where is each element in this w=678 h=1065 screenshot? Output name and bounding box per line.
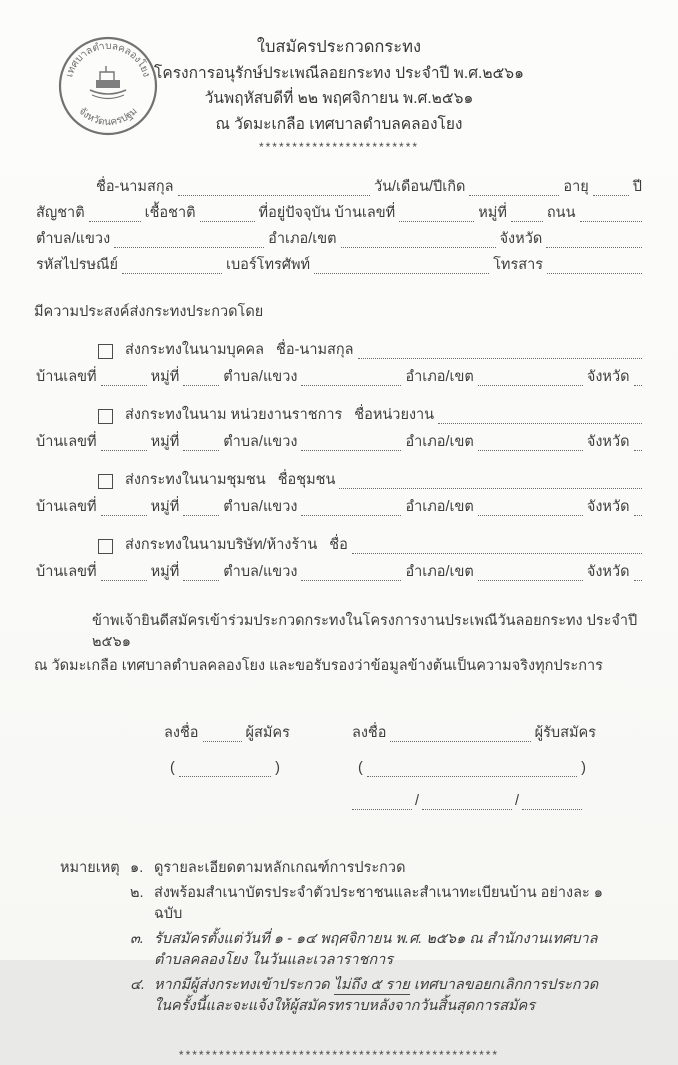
option-government-address-row	[34, 432, 644, 453]
option-government-label: ส่งกระทงในนาม หน่วยงานราชการ	[125, 406, 343, 423]
recipient-role-label: ผู้รับสมัคร	[534, 724, 596, 741]
note-text	[154, 975, 608, 1017]
age-unit-label: ปี	[632, 178, 642, 195]
note-number: ๔.	[130, 977, 146, 994]
note-number: ๑.	[130, 860, 144, 877]
moo-field	[183, 500, 219, 516]
province-label: จังหวัด	[586, 433, 630, 450]
house-label: บ้านเลขที่	[36, 498, 97, 515]
subdistrict-field	[114, 232, 264, 248]
postcode-label: รหัสไปรษณีย์	[36, 256, 118, 273]
district-label: อำเภอ/เขต	[405, 498, 474, 515]
moo-label: หมู่ที่	[150, 498, 180, 515]
declaration	[34, 611, 644, 677]
road-field	[580, 206, 643, 222]
subdistrict-field	[301, 500, 401, 516]
district-field	[341, 232, 496, 248]
paren-open: (	[170, 759, 175, 776]
declaration-line2: ณ วัดมะเกลือ เทศบาลตำบลคลองโยง และขอรับรองว่าข้อมูลข้างต้นเป็นความจริงทุกประการ	[34, 657, 603, 674]
province-field	[634, 500, 642, 516]
note-item-2	[130, 883, 608, 925]
house-field	[101, 565, 147, 581]
note-item-1	[130, 858, 608, 879]
note-item-4	[130, 975, 608, 1017]
option-government-name-label: ชื่อหน่วยงาน	[354, 406, 435, 423]
footer-separator: ************************************************	[178, 1048, 500, 1063]
district-label: อำเภอ/เขต	[405, 563, 474, 580]
note-item-3	[130, 929, 608, 971]
form-title: ใบสมัครประกวดกระทง	[256, 38, 422, 56]
option-government	[34, 405, 644, 426]
event-venue: ณ วัดมะเกลือ เทศบาลตำบลคลองโยง	[215, 115, 463, 133]
subdistrict-row	[34, 229, 644, 250]
moo-field	[183, 565, 219, 581]
notes-heading: หมายเหตุ	[60, 860, 120, 877]
phone-field	[314, 258, 489, 274]
nationality-label: สัญชาติ	[36, 204, 85, 221]
option-company	[34, 535, 644, 556]
option-individual-label: ส่งกระทงในนามบุคคล	[125, 341, 265, 358]
option-community-name-field	[339, 473, 642, 489]
option-company-name-field	[352, 538, 642, 554]
province-label: จังหวัด	[586, 563, 630, 580]
paren-open: (	[357, 759, 363, 776]
applicant-role-label: ผู้สมัคร	[245, 724, 290, 741]
moo-field	[511, 206, 543, 222]
note4-underlined-phrase: ไม่ถึง ๕ ราย	[333, 977, 410, 994]
subdistrict-field	[301, 435, 401, 451]
moo-field	[183, 370, 219, 386]
municipal-seal	[56, 34, 160, 138]
subdistrict-label: ตำบล/แขวง	[223, 433, 298, 450]
road-label: ถนน	[546, 204, 576, 221]
recipient-name-line	[367, 761, 577, 777]
subdistrict-label: ตำบล/แขวง	[223, 563, 298, 580]
district-label: อำเภอ/เขต	[405, 368, 474, 385]
date-slash: /	[414, 793, 419, 809]
moo-label: หมู่ที่	[150, 368, 180, 385]
notes-section	[34, 858, 644, 1021]
district-field	[478, 370, 583, 386]
province-field	[546, 232, 642, 248]
note4-prefix: หากมีผู้ส่งกระทงเข้าประกวด	[154, 977, 334, 994]
moo-label: หมู่ที่	[478, 204, 507, 221]
sign-label: ลงชื่อ	[351, 724, 387, 741]
applicant-signature-line	[203, 726, 242, 742]
applicant-signature-block	[162, 723, 292, 812]
province-label: จังหวัด	[586, 498, 630, 515]
house-label: บ้านเลขที่	[36, 433, 97, 450]
name-label: ชื่อ-นามสกุล	[96, 178, 174, 195]
paren-close: )	[581, 759, 586, 776]
paren-close: )	[275, 759, 280, 776]
checkbox-individual[interactable]	[98, 344, 113, 359]
option-community-label: ส่งกระทงในนามชุมชน	[125, 471, 266, 488]
option-company-label: ส่งกระทงในนามบริษัท/ห้างร้าน	[125, 536, 318, 553]
recipient-signature-block	[350, 723, 598, 812]
moo-label: หมู่ที่	[150, 563, 180, 580]
fax-field	[547, 258, 642, 274]
checkbox-government[interactable]	[98, 409, 113, 424]
intent-heading: มีความประสงค์ส่งกระทงประกวดโดย	[34, 303, 264, 320]
project-subtitle: โครงการอนุรักษ์ประเพณีลอยกระทง ประจำปี พ.ศ.๒๕๖๑	[154, 64, 524, 82]
subdistrict-field	[301, 565, 401, 581]
seal-top-text: เทศบาลตำบลคลองโยง	[64, 40, 152, 79]
ethnicity-label: เชื้อชาติ	[144, 204, 196, 221]
option-individual-name-label: ชื่อ-นามสกุล	[276, 341, 354, 358]
province-label: จังหวัด	[586, 368, 630, 385]
district-field	[478, 500, 583, 516]
ethnicity-field	[200, 206, 255, 222]
option-individual	[34, 340, 644, 361]
checkbox-company[interactable]	[98, 539, 113, 554]
checkbox-community[interactable]	[98, 474, 113, 489]
house-no-field	[399, 206, 474, 222]
province-field	[634, 370, 642, 386]
subdistrict-field	[301, 370, 401, 386]
option-community-address-row	[34, 497, 644, 518]
sign-label: ลงชื่อ	[164, 724, 199, 741]
house-field	[101, 500, 147, 516]
name-dob-row	[34, 177, 644, 198]
header-separator: ************************	[258, 140, 420, 155]
note-number: ๓.	[130, 931, 144, 948]
note-text: รับสมัครตั้งแต่วันที่ ๑ - ๑๔ พฤศจิกายน พ.ศ. ๒๕๖๑ ณ สำนักงานเทศบาลตำบลคลองโยง ในวันและเวลาราชการ	[154, 931, 598, 969]
house-label: บ้านเลขที่	[36, 368, 97, 385]
house-field	[101, 435, 147, 451]
date-year-field	[522, 794, 582, 810]
house-field	[101, 370, 147, 386]
postcode-field	[122, 258, 222, 274]
contact-row	[34, 255, 644, 276]
declaration-line1: ข้าพเจ้ายินดีสมัครเข้าร่วมประกวดกระทงในโครงการงานประเพณีวันลอยกระทง ประจำปี ๒๕๖๑	[92, 612, 638, 650]
note-text: ดูรายละเอียดตามหลักเกณฑ์การประกวด	[154, 860, 406, 877]
nationality-field	[89, 206, 141, 222]
option-government-name-field	[438, 408, 642, 424]
date-day-field	[352, 794, 412, 810]
nationality-address-row	[34, 203, 644, 224]
note4-suffix: เทศบาลขอยกเลิกการประกวดในครั้งนี้และจะแจ้งให้ผู้สมัครทราบหลังจากวันสิ้นสุดการสมัคร	[154, 977, 599, 1015]
phone-label: เบอร์โทรศัพท์	[226, 256, 311, 273]
date-line	[350, 791, 598, 812]
province-field	[634, 565, 642, 581]
province-field	[634, 435, 642, 451]
option-individual-name-field	[358, 343, 642, 359]
fax-label: โทรสาร	[493, 256, 544, 273]
name-field	[178, 180, 370, 196]
district-label: อำเภอ/เขต	[405, 433, 474, 450]
moo-label: หมู่ที่	[150, 433, 180, 450]
current-address-label: ที่อยู่ปัจจุบัน บ้านเลขที่	[258, 204, 396, 221]
note-number: ๒.	[130, 885, 144, 902]
moo-field	[183, 435, 219, 451]
age-field	[593, 180, 629, 196]
subdistrict-label: ตำบล/แขวง	[223, 368, 298, 385]
seal-bottom-text: จังหวัดนครปฐม	[76, 105, 140, 129]
district-field	[478, 435, 583, 451]
district-field	[478, 565, 583, 581]
option-company-address-row	[34, 562, 644, 583]
province-label: จังหวัด	[499, 230, 543, 247]
seal-boat-motif	[90, 66, 126, 99]
option-company-name-label: ชื่อ	[329, 536, 348, 553]
subdistrict-label: ตำบล/แขวง	[223, 498, 298, 515]
house-label: บ้านเลขที่	[36, 563, 97, 580]
recipient-signature-line	[390, 726, 530, 742]
option-individual-address-row	[34, 367, 644, 388]
note-text: ส่งพร้อมสำเนาบัตรประจำตัวประชาชนและสำเนาทะเบียนบ้าน อย่างละ ๑ ฉบับ	[154, 885, 604, 923]
notes-list	[130, 858, 608, 1021]
date-slash: /	[514, 793, 519, 809]
district-label: อำเภอ/เขต	[268, 230, 337, 247]
event-date: วันพฤหัสบดีที่ ๒๒ พฤศจิกายน พ.ศ.๒๕๖๑	[204, 90, 474, 108]
applicant-name-line	[179, 761, 271, 777]
option-community	[34, 470, 644, 491]
subdistrict-label: ตำบล/แขวง	[36, 230, 111, 247]
date-month-field	[422, 794, 512, 810]
signature-section	[34, 723, 644, 812]
option-community-name-label: ชื่อชุมชน	[277, 471, 336, 488]
dob-label: วัน/เดือน/ปีเกิด	[373, 178, 466, 195]
age-label: อายุ	[563, 178, 589, 195]
dob-field	[469, 180, 559, 196]
